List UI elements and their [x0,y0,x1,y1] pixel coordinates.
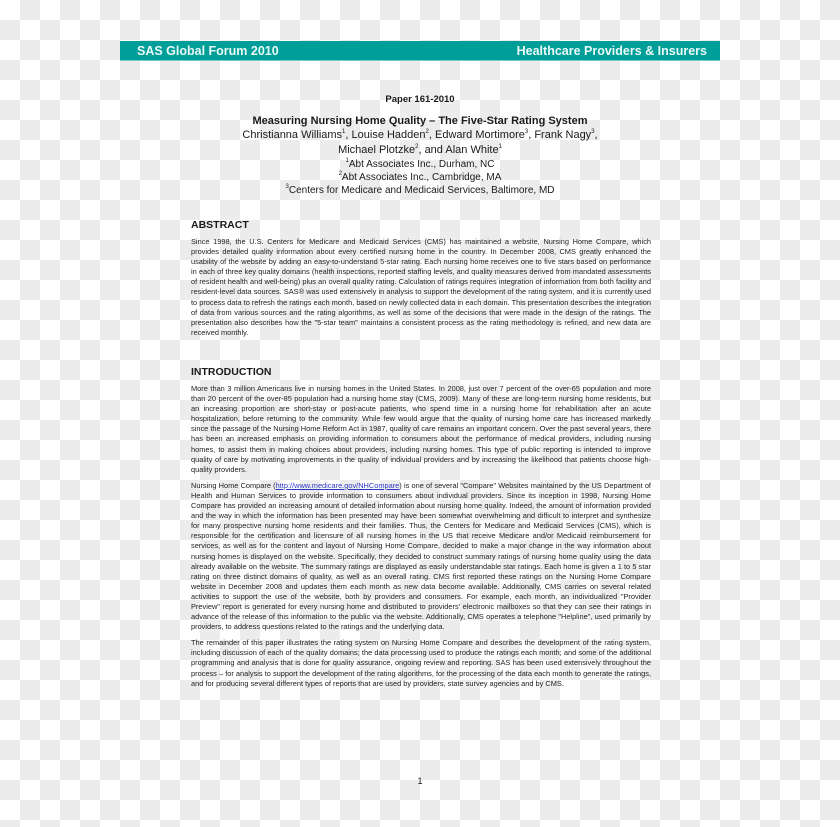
author-name: Frank Nagy [534,129,592,141]
intro-paragraph-1: More than 3 million Americans live in nursing homes in the United States. In 2008, just over 7 percent of the over-65 population and more than 20 percent of the over-85 population had a nursing home stay (CMS, 2009). Many of these are long-term nursing home residents, but an increasing proportion are short-stay or post-acute patients, who spend time in a nursing home for rehabilitation after an acute hospitalization, before returning to the community. While few would argue that the quality of nursing home care has increased markedly since the passage of the Nursing Home Reform Act in 1987, quality of care remains an important concern. Over the past several years, there has been an increased emphasis on providing information to consumers about the performance of medical providers, including nursing homes, to assist them in making choices about providers, including nursing homes. This type of public reporting is intended to improve quality of care by motivating improvements in the quality of individual providers and by increasing the likelihood that patients choose high-quality providers. [191,384,651,474]
para-text: Nursing Home Compare ( [191,480,276,490]
author-affil-sup: 2 [415,144,419,150]
conference-banner [120,41,720,61]
intro-paragraph-3: The remainder of this paper illustrates the rating system on Nursing Home Compare and describes the development of the rating system, including discussion of each of the quality domains; the data processing used to produce the ratings each month; and some of the additional programming and analysis that is done for quality assurance, ongoing review and reporting. SAS has been used extensively throughout the process – for analysis to support the development of the rating algorithms, for the processing of the data each month to generate the ratings, and for producing several different types of reports that are used by providers, state survey agencies and by CMS. [191,638,651,688]
affil-sup: 2 [338,171,342,177]
title-block [120,115,720,197]
para-text: ) is one of several "Compare" Websites maintained by the US Department of Health and Human Services to provide information to consumers about individual providers. Since its inception in 1998, Nursing Home Compare has provided an increasing amount of detailed information about nursing home quality. Indeed, the amount of information provided and the way in which the information has been presented may have been somewhat overwhelming and difficult to interpret and synthesize for many prospective nursing home residents and their families. Thus, the Centers for Medicare and Medicaid Services (CMS), which is responsible for the certification and licensure of all nursing homes in the US that receive Medicare and/or Medicaid reimbursement for services, as well as for the content and layout of Nursing Home Compare, decided to make a major change in the way information about nursing homes is displayed on the website. Specifically, they decided to construct summary ratings of nursing home quality using the data already available on the website. The summary ratings are displayed as easily understandable star ratings. Each home is given a 1 to 5 star rating on three distinct domains of quality, as well as an overall rating. CMS first reported these ratings on the Nursing Home Compare website in December 2008 and updates them each month as new data become available. Additionally, CMS carries on several related activities to support the use of the website, both by providers and consumers. For example, each month, an individualized "Provider Preview" report is generated for every nursing home and distributed to providers' electronic mailboxes so that they can see their ratings in advance of the release of this information to the public via the website. Additionally, CMS operates a telephone "Helpline", used primarily by providers, to address questions related to the ratings and the underlying data. [191,480,651,632]
introduction-heading: INTRODUCTION [191,366,272,378]
author-affil-sup: 1 [342,129,346,135]
intro-paragraph-2 [191,481,651,632]
abstract-heading: ABSTRACT [191,219,249,231]
affiliation [120,158,720,171]
author-name: Louise Hadden [351,129,426,141]
abstract-section [191,219,651,344]
paper-title: Measuring Nursing Home Quality – The Five-Star Rating System [252,115,588,127]
affil-sup: 1 [345,158,349,164]
author-affil-sup: 3 [591,129,595,135]
affiliation [120,171,720,184]
introduction-section [191,366,651,695]
author-list: Christianna Williams$^1$, Louise Hadden$^2$, Edward Mortimore$^3$, Frank Nagy$^3$, Michael Plotzke$^2$, and Alan White$^1$ [242,129,598,156]
paper-number: Paper 161-2010 [385,94,455,105]
affil-text: Abt Associates Inc., Durham, NC [348,159,495,170]
banner-left-text: SAS Global Forum 2010 [137,43,279,58]
document-page [120,0,720,827]
author-name: Edward Mortimore [435,129,525,141]
affil-text: Abt Associates Inc., Cambridge, MA [341,172,502,183]
affil-text: Centers for Medicare and Medicaid Services, Baltimore, MD [288,185,555,196]
author-name: Christianna Williams [242,129,343,141]
author-affil-sup: 1 [498,144,502,150]
author-name: Michael Plotzke [338,144,416,156]
affiliation [120,184,720,197]
affil-sup: 3 [285,184,289,190]
page-number: 1 [417,776,423,786]
author-affil-sup: 2 [425,129,429,135]
author-affil-sup: 3 [524,129,529,135]
banner-right-text: Healthcare Providers & Insurers [516,43,707,58]
nhcompare-link[interactable]: http://www.medicare.gov/NHCompare [275,480,400,490]
author-name: Alan White [445,144,499,156]
abstract-paragraph: Since 1998, the U.S. Centers for Medicare and Medicaid Services (CMS) has maintained a website, Nursing Home Compare, which provides detailed quality information about every certified nursing home in the country. In December 2008, CMS greatly enhanced the usability of the website by adding an easy-to-understand 5-star rating. Each nursing home receives one to five stars based on performance in each of three key quality domains (health inspections, reported staffing levels, and quality measures derived from mandated assessments of resident health and well-being) plus an overall quality rating. Calculation of ratings requires integration of information from both facility and resident-level data sources. SAS® was used extensively in analysis to support the development of the rating system, and it is currently used to process data to refresh the ratings each month, based on newly collected data in each domain. This presentation describes the integration of data from various sources and the rating algorithms, as well as some of the decisions that were made in the design of the ratings. The presentation also describes how the "5-star team" maintains a consistent process as the rating methodology is refined, and new data are received monthly. [191,237,651,337]
